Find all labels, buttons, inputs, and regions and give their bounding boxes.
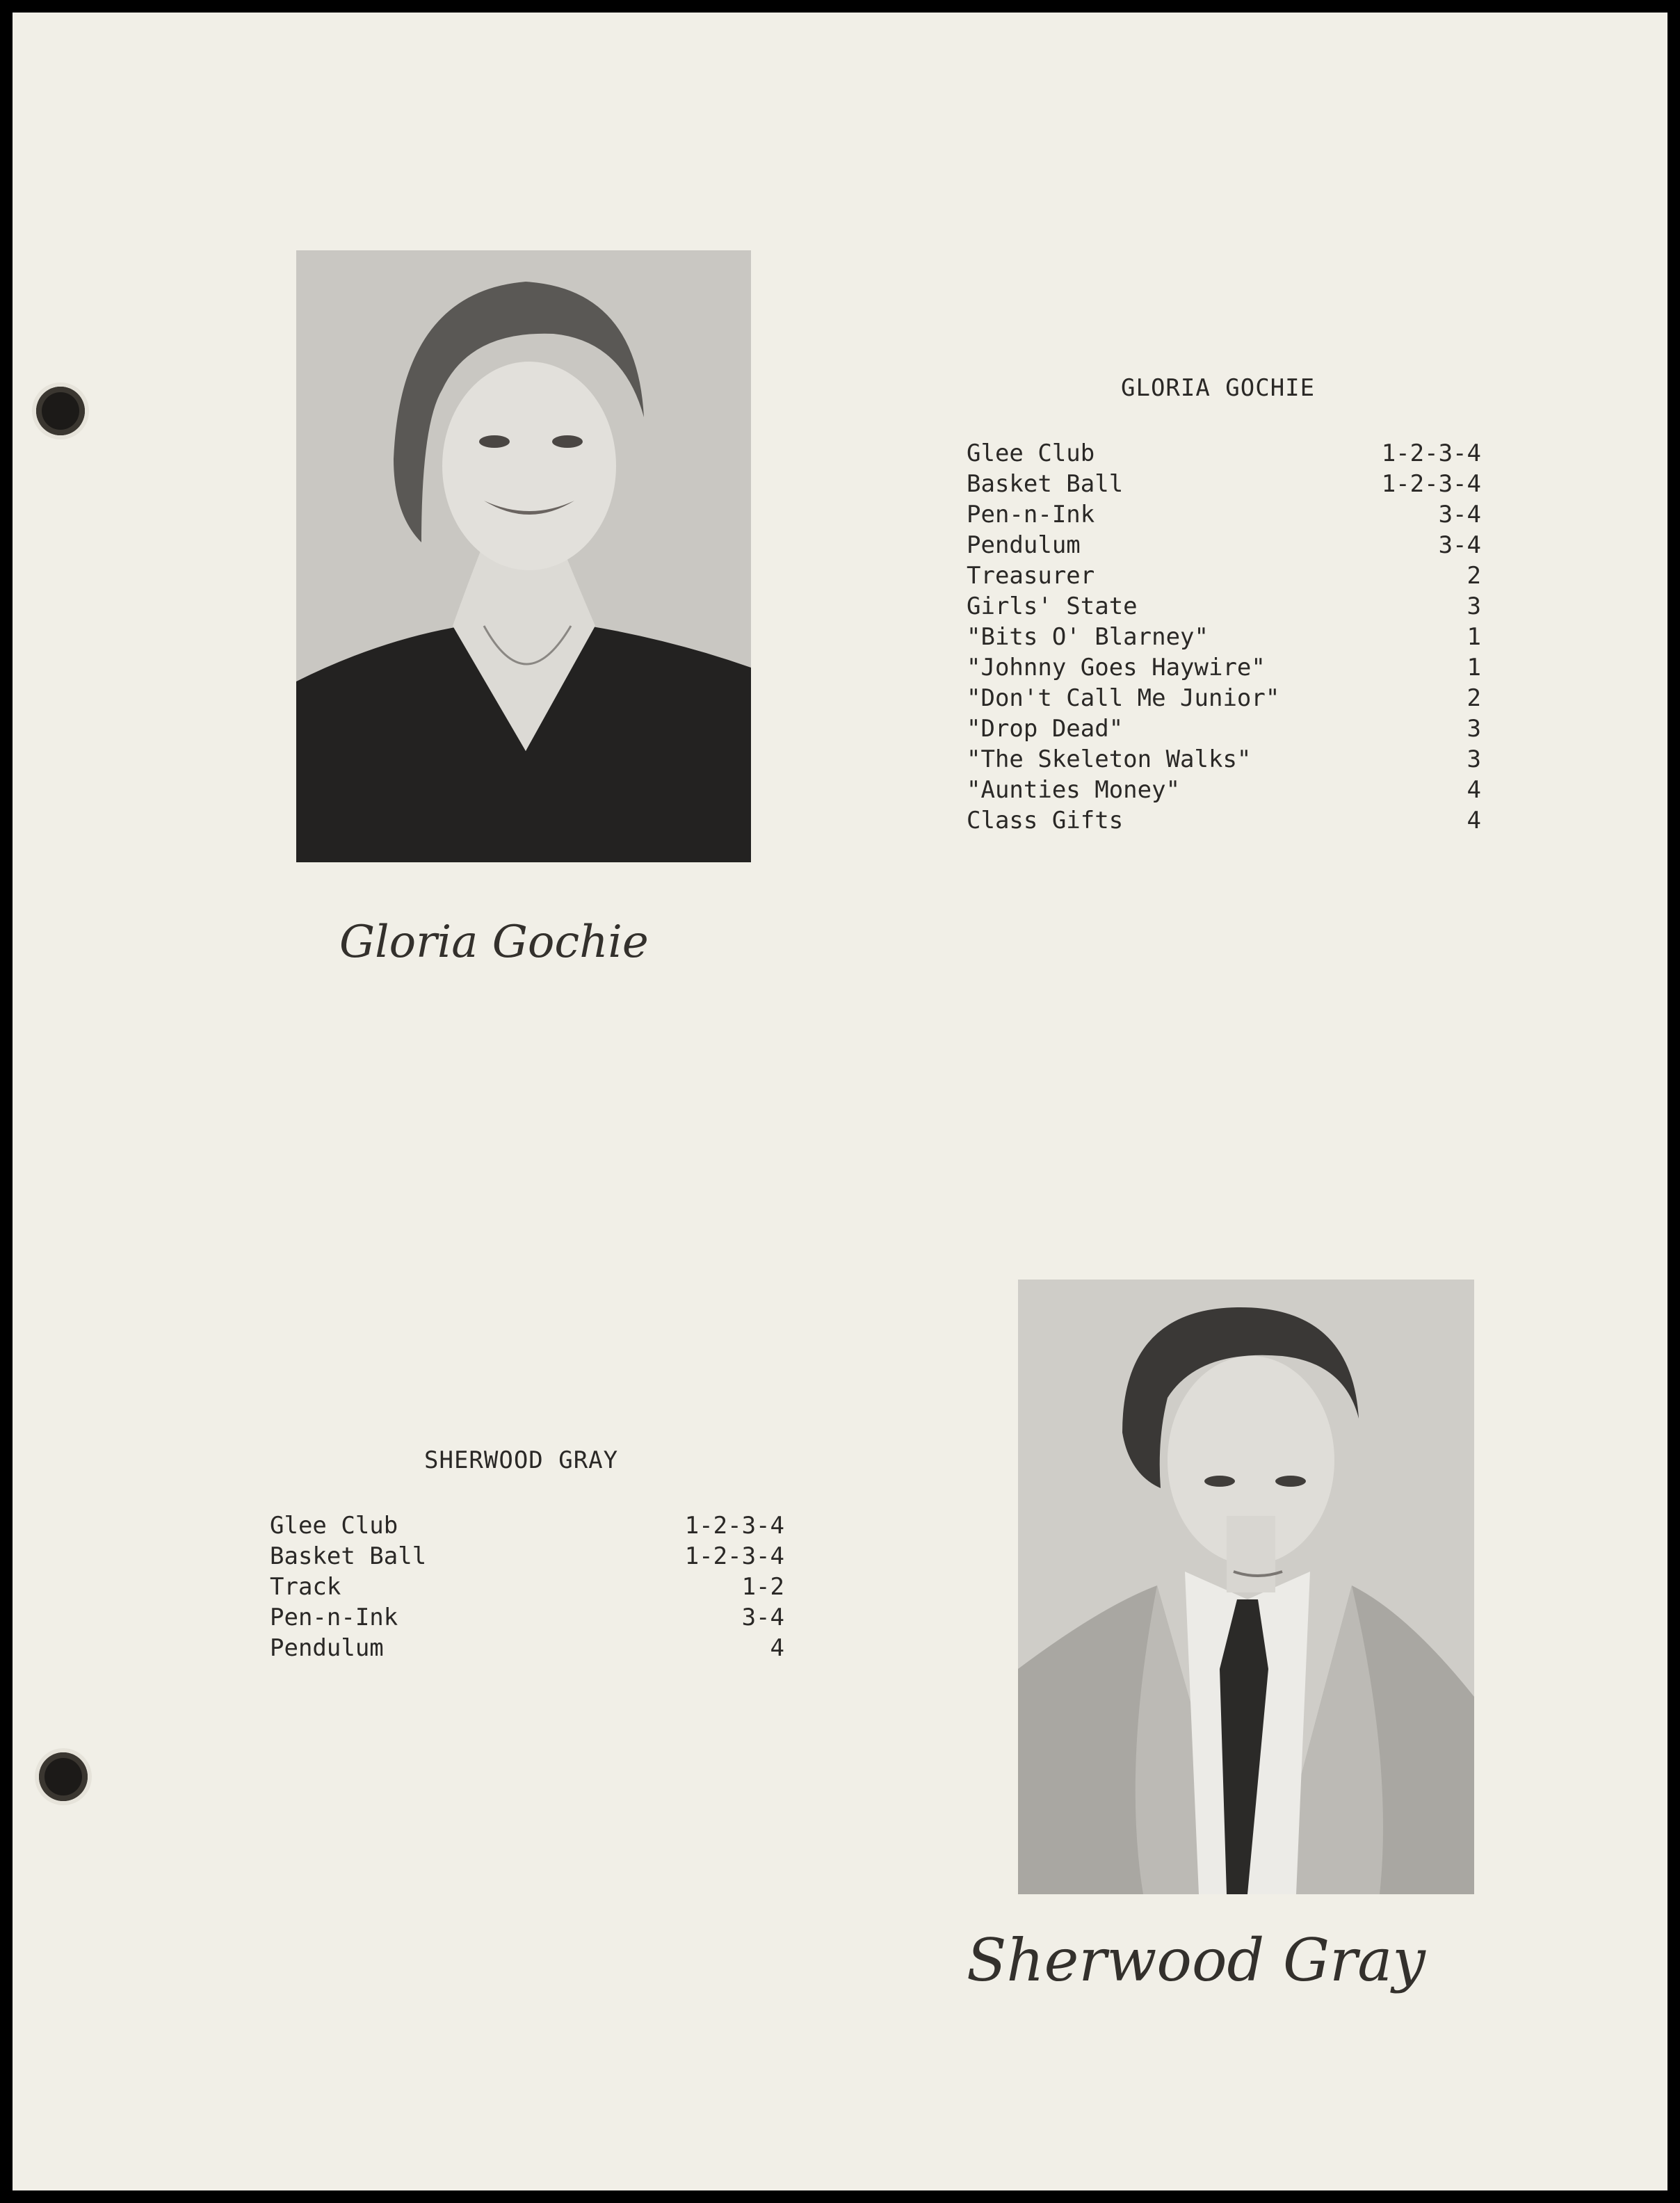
activity-row (967, 501, 1481, 531)
activity-row (270, 1634, 784, 1665)
activity-label: Class Gifts (967, 807, 1124, 834)
activity-label: Treasurer (967, 562, 1095, 590)
activity-row (967, 715, 1481, 745)
activity-label: "Bits O' Blarney" (967, 623, 1209, 651)
activity-row (967, 776, 1481, 807)
activity-label: Track (270, 1573, 341, 1601)
activity-row (270, 1542, 784, 1573)
activity-years: 3 (1467, 715, 1481, 743)
activity-label: Glee Club (270, 1512, 398, 1540)
student-info-gloria (967, 374, 1481, 847)
activity-row (270, 1512, 784, 1542)
activity-years: 4 (1467, 807, 1481, 834)
signature-sherwood: Sherwood Gray (967, 1926, 1425, 1994)
activity-row (270, 1573, 784, 1604)
signature-gloria: Gloria Gochie (339, 917, 649, 968)
activity-years: 2 (1467, 684, 1481, 712)
activity-years: 1-2 (741, 1573, 784, 1601)
activity-row (270, 1604, 784, 1634)
activity-row (967, 439, 1481, 470)
activity-years: 3-4 (1438, 531, 1481, 559)
activity-row (967, 807, 1481, 837)
binder-hole-top (36, 387, 85, 435)
binder-hole-bottom (39, 1752, 88, 1801)
activity-years: 3 (1467, 592, 1481, 620)
activity-label: Glee Club (967, 439, 1095, 467)
activity-years: 4 (1467, 776, 1481, 804)
activity-row (967, 745, 1481, 776)
activity-row (967, 654, 1481, 684)
activity-years: 3-4 (741, 1604, 784, 1631)
activity-label: Pen-n-Ink (967, 501, 1095, 528)
activity-label: "Johnny Goes Haywire" (967, 654, 1266, 681)
activity-years: 1-2-3-4 (684, 1542, 784, 1570)
activity-years: 3 (1467, 745, 1481, 773)
activity-label: "Drop Dead" (967, 715, 1124, 743)
activity-label: Pendulum (967, 531, 1081, 559)
activity-label: "The Skeleton Walks" (967, 745, 1252, 773)
student-name: GLORIA GOCHIE (1121, 374, 1316, 402)
activity-years: 4 (770, 1634, 784, 1662)
student-info-sherwood (270, 1446, 784, 1683)
activity-years: 1-2-3-4 (684, 1512, 784, 1540)
activity-row (967, 592, 1481, 623)
activity-label: Pen-n-Ink (270, 1604, 398, 1631)
activity-years: 2 (1467, 562, 1481, 590)
activity-label: Girls' State (967, 592, 1138, 620)
activity-row (967, 623, 1481, 654)
activity-label: Basket Ball (967, 470, 1124, 498)
activity-years: 1 (1467, 654, 1481, 681)
student-name: SHERWOOD GRAY (424, 1446, 619, 1474)
activity-row (967, 531, 1481, 562)
activity-label: "Aunties Money" (967, 776, 1181, 804)
activity-label: Basket Ball (270, 1542, 427, 1570)
student-portrait-gloria (296, 250, 751, 862)
activity-years: 1-2-3-4 (1381, 439, 1481, 467)
activity-years: 1-2-3-4 (1381, 470, 1481, 498)
activity-row (967, 470, 1481, 501)
activity-label: Pendulum (270, 1634, 384, 1662)
yearbook-page (13, 13, 1667, 2190)
activity-years: 1 (1467, 623, 1481, 651)
activity-label: "Don't Call Me Junior" (967, 684, 1280, 712)
activity-row (967, 562, 1481, 592)
activity-years: 3-4 (1438, 501, 1481, 528)
student-portrait-sherwood (1018, 1280, 1474, 1894)
activity-row (967, 684, 1481, 715)
